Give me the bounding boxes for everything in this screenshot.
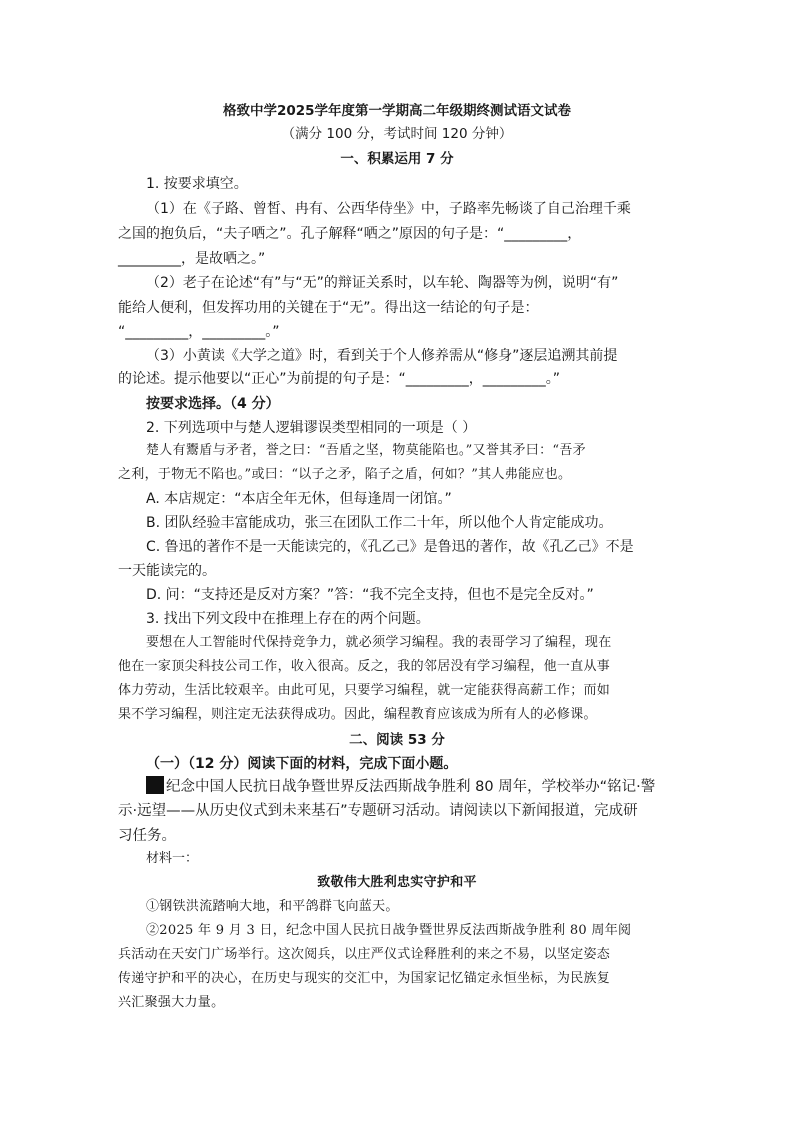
q2-passage-line: 楚人有鬻盾与矛者，誉之曰：“吾盾之坚，物莫能陷也。”又誉其矛曰：“吾矛: [146, 443, 586, 458]
redaction-block: [146, 776, 164, 794]
reading-intro-line: 纪念中国人民抗日战争暨世界反法西斯战争胜利 80 周年，学校举办“铭记·警: [146, 776, 706, 797]
article-paragraph-2-line: 兵活动在天安门广场举行。这次阅兵，以庄严仪式诠释胜利的来之不易，以坚定姿态: [118, 947, 611, 962]
reading-intro-line: 习任务。: [118, 828, 176, 844]
article-paragraph-2-line: 传递守护和平的决心，在历史与现实的交汇中，为国家记忆锚定永恒坐标，为民族复: [118, 971, 611, 986]
question-2-stem: 2. 下列选项中与楚人逻辑谬误类型相同的一项是（ ）: [146, 420, 477, 436]
q3-passage-line: 果不学习编程，则注定无法获得成功。因此，编程教育应该成为所有人的必修课。: [118, 707, 597, 722]
q1-2-line: 能给人便利，但发挥功用的关键在于“无”。得出这一结论的句子是：: [118, 300, 539, 316]
q1-1-line: （1）在《子路、曾皙、冉有、公西华侍坐》中，子路率先畅谈了自己治理千乘: [146, 201, 631, 217]
article-paragraph-2-line: ②2025 年 9 月 3 日，纪念中国人民抗日战争暨世界反法西斯战争胜利 80 周年阅: [146, 923, 632, 938]
q1-3-line: 的论述。提示他要以“正心”为前提的句子是：“_________，_________。”: [118, 371, 561, 387]
q1-1-line: 之国的抱负后，“夫子哂之”。孔子解释“哂之”原因的句子是：“_________，: [118, 226, 582, 242]
q2-option-a: A. 本店规定：“本店全年无休，但每逢周一闭馆。”: [146, 491, 452, 507]
article-paragraph-1: ①钢铁洪流踏响大地，和平鸽群飞向蓝天。: [146, 899, 399, 914]
q2-option-b: B. 团队经验丰富能成功，张三在团队工作二十年，所以他个人肯定能成功。: [146, 515, 613, 531]
material-label: 材料一：: [146, 851, 199, 866]
article-title: 致敬伟大胜利忠实守护和平: [317, 875, 477, 890]
section-heading-1: 一、积累运用 7 分: [340, 151, 454, 167]
reading-intro-line: 示·远望——从历史仪式到未来基石”专题研习活动。请阅读以下新闻报道，完成研: [118, 803, 638, 819]
q3-passage-line: 体力劳动，生活比较艰辛。由此可见，只要学习编程，就一定能获得高薪工作；而如: [118, 683, 611, 698]
section-heading-2: 二、阅读 53 分: [349, 732, 445, 748]
q3-passage-line: 他在一家顶尖科技公司工作，收入很高。反之，我的邻居没有学习编程，他一直从事: [118, 659, 611, 674]
question-1-intro: 1. 按要求填空。: [146, 176, 248, 192]
q1-2-line: （2）老子在论述“有”与“无”的辩证关系时，以车轮、陶器等为例，说明“有”: [146, 275, 619, 291]
q1-2-line: “_________，_________。”: [118, 324, 280, 340]
question-3-stem: 3. 找出下列文段中在推理上存在的两个问题。: [146, 611, 430, 627]
exam-title: 格致中学2025学年度第一学期高二年级期终测试语文试卷: [222, 103, 572, 119]
exam-subtitle: （满分 100 分，考试时间 120 分钟）: [281, 126, 513, 142]
article-paragraph-2-line: 兴汇聚强大力量。: [118, 995, 225, 1010]
reading-subsection-heading: （一）（12 分）阅读下面的材料，完成下面小题。: [146, 756, 458, 772]
q2-option-d: D. 问：“支持还是反对方案？”答：“我不完全支持，但也不是完全反对。”: [146, 587, 594, 603]
q2-option-c: C. 鲁迅的著作不是一天能读完的，《孔乙己》是鲁迅的著作，故《孔乙己》不是: [146, 539, 634, 555]
q3-passage-line: 要想在人工智能时代保持竞争力，就必须学习编程。我的表哥学习了编程，现在: [146, 635, 612, 650]
q2-passage-line: 之利，于物无不陷也。”或曰：“以子之矛，陷子之盾，何如？”其人弗能应也。: [118, 467, 572, 482]
q1-3-line: （3）小黄读《大学之道》时，看到关于个人修养需从“修身”逐层追溯其前提: [146, 348, 618, 364]
q2-option-c-cont: 一天能读完的。: [118, 563, 216, 579]
choice-heading: 按要求选择。（4 分）: [146, 396, 280, 412]
q1-1-line: _________，是故哂之。”: [118, 251, 266, 267]
